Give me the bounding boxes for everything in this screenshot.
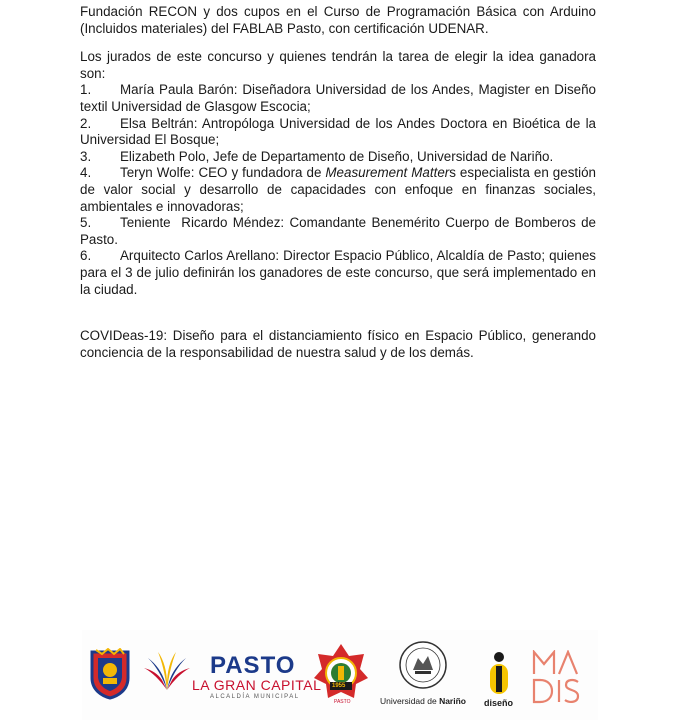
- bomberos-emblem-logo: [312, 642, 370, 704]
- udenar-seal-logo: [398, 640, 448, 690]
- diseno-i-icon: [488, 650, 510, 696]
- udenar-label: [380, 696, 466, 706]
- jury-item-number: 2.: [80, 115, 92, 131]
- jury-item-text: María Paula Barón: Diseñadora Universidad de los Andes, Magister en Diseño textil Universidad de Glasgow Escocia;: [80, 82, 596, 114]
- jury-item-4: [80, 165, 596, 215]
- jury-item-2: [80, 116, 596, 149]
- jury-item-3: [80, 149, 596, 166]
- bomberos-city: PASTO: [334, 699, 351, 705]
- jury-item-5: [80, 215, 600, 248]
- udenar-label-regular: Universidad de: [380, 696, 440, 706]
- pasto-subtitle: LA GRAN CAPITAL: [192, 677, 322, 693]
- jury-item-number: 3.: [80, 148, 92, 164]
- document-body: [80, 4, 600, 361]
- jury-item-number: 5.: [80, 215, 92, 231]
- jury-item-number: 1.: [80, 82, 92, 98]
- pasto-title: PASTO: [210, 652, 296, 679]
- diseno-label: diseño: [484, 698, 514, 708]
- jury-item-6: [80, 248, 596, 298]
- madis-logo: [532, 650, 580, 704]
- jury-item-text: Teniente Ricardo Méndez: Comandante Benemérito Cuerpo de Bomberos de Pasto.: [80, 215, 600, 247]
- pasto-wings-icon: [142, 650, 192, 698]
- jury-item-text-before: Teryn Wolfe: CEO y fundadora de: [120, 165, 326, 181]
- udenar-label-bold: Nariño: [439, 696, 466, 706]
- jury-item-number: 4.: [80, 165, 92, 181]
- paragraph-prizes: Fundación RECON y dos cupos en el Curso de Programación Básica con Arduino (Incluidos materiales) del FABLAB Pasto, con certificación UDENAR.: [80, 4, 596, 36]
- pasto-coat-of-arms-logo: [88, 648, 132, 700]
- paragraph-covideas: COVIDeas-19: Diseño para el distanciamiento físico en Espacio Público, generando conciencia de la responsabilidad de nuestra salud y de los demás.: [80, 328, 596, 360]
- jury-item-1: [80, 82, 596, 115]
- bomberos-year: 1955: [332, 683, 346, 689]
- jury-item-text: Elizabeth Polo, Jefe de Departamento de Diseño, Universidad de Nariño.: [120, 148, 554, 164]
- jury-list: [80, 82, 600, 298]
- jury-item-text-italic: Measurement Matter: [325, 165, 450, 181]
- jury-item-text: Arquitecto Carlos Arellano: Director Espacio Público, Alcaldía de Pasto; quienes para el 3 de julio definirán los ganadores de este concurso, que será implementado en la ciudad.: [80, 248, 596, 297]
- jury-item-text: Elsa Beltrán: Antropóloga Universidad de los Andes Doctora en Bioética de la Universidad El Bosque;: [80, 115, 596, 148]
- jury-item-text-after: s especialista en gestión de valor social y desarrollo de capacidades con enfoque en finanzas sociales, ambientales e innovadoras;: [80, 165, 596, 214]
- footer-logos: [82, 630, 598, 720]
- pasto-caption: ALCALDÍA MUNICIPAL: [210, 694, 300, 700]
- paragraph-jury-intro: Los jurados de este concurso y quienes tendrán la tarea de elegir la idea ganadora son:: [80, 49, 596, 81]
- jury-item-number: 6.: [80, 248, 92, 264]
